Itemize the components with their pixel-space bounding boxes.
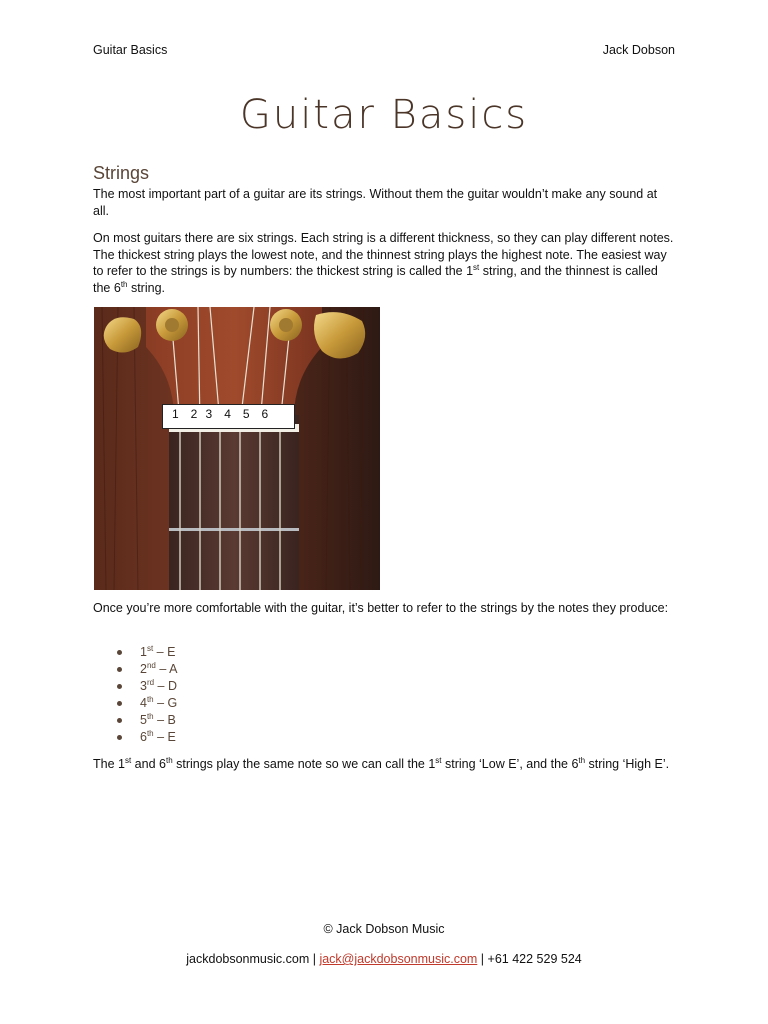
- paragraph-text: string ‘Low E’, and the 6: [441, 757, 579, 771]
- guitar-headstock-photo: [94, 307, 380, 590]
- string-number: 2: [140, 662, 147, 676]
- paragraph-text: string ‘High E’.: [585, 757, 670, 771]
- ordinal-suffix: th: [146, 694, 154, 704]
- ordinal-suffix: th: [165, 755, 173, 765]
- ordinal-suffix: th: [146, 728, 154, 738]
- ordinal-suffix: th: [120, 279, 128, 289]
- section-heading: Strings: [93, 163, 150, 183]
- footer-separator: |: [477, 952, 488, 966]
- footer-separator: |: [309, 952, 320, 966]
- string-note: – E: [153, 730, 176, 744]
- ordinal-suffix: st: [124, 755, 132, 765]
- ordinal-suffix: st: [146, 643, 154, 653]
- paragraph-text: strings play the same note so we can call the 1: [172, 757, 436, 771]
- ordinal-suffix: th: [146, 711, 154, 721]
- footer-contact: [0, 952, 768, 966]
- list-item: [117, 695, 177, 712]
- string-number: 5: [140, 713, 147, 727]
- string-number: 3: [140, 679, 147, 693]
- bullet-icon: [117, 701, 122, 706]
- string-note: – D: [154, 679, 178, 693]
- footer-copyright: © Jack Dobson Music: [323, 922, 445, 936]
- header-left: Guitar Basics: [93, 43, 168, 57]
- paragraph-text: and 6: [131, 757, 166, 771]
- string-notes-list: [117, 644, 177, 746]
- paragraph-string-numbers: [93, 230, 675, 296]
- list-item: [117, 729, 177, 746]
- string-number: 1: [140, 645, 147, 659]
- paragraph-text: string.: [127, 280, 165, 295]
- string-note: – B: [153, 713, 176, 727]
- paragraph-low-high-e: [93, 756, 675, 773]
- bullet-icon: [117, 667, 122, 672]
- list-item: [117, 661, 177, 678]
- ordinal-suffix: rd: [146, 677, 155, 687]
- ordinal-suffix: nd: [146, 660, 156, 670]
- ordinal-suffix: th: [578, 755, 586, 765]
- string-number: 6: [140, 730, 147, 744]
- bullet-icon: [117, 735, 122, 740]
- footer-website: jackdobsonmusic.com: [186, 952, 310, 966]
- bullet-icon: [117, 650, 122, 655]
- paragraph-text: The 1: [93, 757, 125, 771]
- ordinal-suffix: st: [473, 262, 480, 272]
- paragraph-intro: The most important part of a guitar are its strings. Without them the guitar wouldn’t make any sound at all.: [93, 187, 658, 218]
- string-number: 4: [140, 696, 147, 710]
- paragraph-text: On most guitars there are six strings. Each string is a different thickness, so they can play different notes. The thickest string plays the lowest note, and the thinnest string plays the highest note. The easiest way to refer to the strings is by numbers: the thickest string is called the 1: [93, 231, 674, 278]
- string-note: – E: [153, 645, 176, 659]
- paragraph-notes-intro: Once you’re more comfortable with the guitar, it’s better to refer to the strings by the notes they produce:: [93, 601, 669, 615]
- list-item: [117, 678, 177, 695]
- guitar-headstock-image: [94, 307, 380, 590]
- string-note: – A: [155, 662, 178, 676]
- string-number-label: 1 2 3 4 5 6: [162, 404, 295, 429]
- string-note: – G: [153, 696, 178, 710]
- header-right: Jack Dobson: [602, 43, 675, 57]
- page-title: Guitar Basics: [239, 92, 529, 138]
- bullet-icon: [117, 718, 122, 723]
- footer-phone: +61 422 529 524: [487, 952, 582, 966]
- bullet-icon: [117, 684, 122, 689]
- footer-email-link[interactable]: jack@jackdobsonmusic.com: [319, 952, 478, 966]
- paragraph-text: string, and the thinnest is called the 6: [93, 264, 658, 295]
- list-item: [117, 712, 177, 729]
- ordinal-suffix: st: [435, 755, 442, 765]
- list-item: [117, 644, 177, 661]
